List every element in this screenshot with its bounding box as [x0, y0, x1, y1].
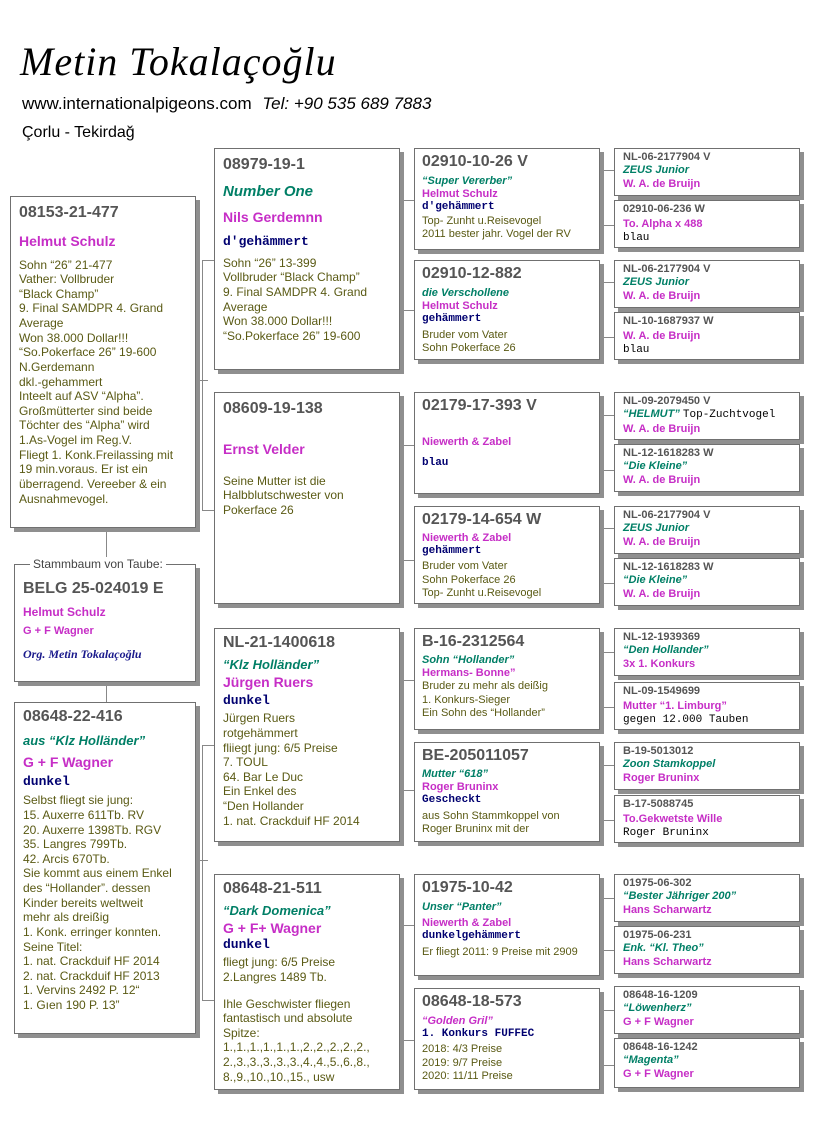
g4-name: “Löwenherz”	[623, 1002, 692, 1015]
g4-breeder: W. A. de Bruijn	[623, 177, 701, 190]
g4-card	[614, 926, 800, 974]
sire-sire-card	[214, 148, 400, 370]
g3-color: 1. Konkurs FUFFEC	[422, 1027, 535, 1040]
g4-name: Enk. “Kl. Theo”	[623, 942, 704, 955]
pedigree-caption: Stammbaum von Taube:	[30, 557, 166, 571]
g4-card	[614, 444, 800, 492]
g4-name: “Die Kleine”	[623, 460, 688, 473]
sire-sire-breeder: Nils Gerdemnn	[223, 208, 323, 225]
g3-ring: B-16-2312564	[422, 633, 525, 650]
g3-name: die Verschollene	[422, 286, 510, 299]
g4-note: gegen 12.000 Tauben	[623, 713, 749, 726]
g4-breeder: W. A. de Bruijn	[623, 330, 701, 343]
g3-info-line: Sohn Pokerface 26	[422, 342, 516, 355]
g4-breeder: W. A. de Bruijn	[623, 289, 701, 302]
sire-dam-breeder: Ernst Velder	[223, 440, 305, 457]
dam-color: dunkel	[23, 774, 70, 790]
g3-info-line: 2018: 4/3 Preise	[422, 1043, 503, 1056]
g4-card	[614, 1038, 800, 1088]
g4-name: “Den Hollander”	[623, 644, 709, 657]
g3-color: Gescheckt	[422, 794, 482, 807]
g3-name: Mutter “618”	[422, 767, 489, 780]
contact-line	[22, 94, 431, 114]
g4-ring: B-17-5088745	[623, 798, 694, 810]
g3-breeder: Niewerth & Zabel	[422, 435, 512, 448]
g3-info-line: Top- Zunht u.Reisevogel	[422, 587, 542, 600]
g3-breeder: Hermans- Bonne”	[422, 666, 516, 679]
page-title: Metin Tokalaçoğlu	[20, 39, 337, 84]
dam-dam-color: dunkel	[223, 937, 270, 953]
g4-ring: NL-06-2177904 V	[623, 263, 711, 275]
g4-card	[614, 260, 800, 308]
sire-dam-card	[214, 392, 400, 604]
dam-card	[14, 702, 196, 1034]
g4-breeder: To.Gekwetste Wille	[623, 813, 723, 826]
g4-card	[614, 148, 800, 196]
g3-ring: 02179-17-393 V	[422, 397, 537, 414]
g3-ring: 02910-10-26 V	[422, 153, 528, 170]
g4-ring: 01975-06-231	[623, 929, 692, 941]
g4-note: blau	[623, 343, 650, 356]
sire-sire-info: Sohn “26” 13-399 Vollbruder “Black Champ” 9. Final SAMDPR 4. Grand Average Won 38.000 Dollar!!! “So.Pokerface 26” 19-600	[223, 255, 368, 343]
g4-card	[614, 200, 800, 248]
g3-ring: 02910-12-882	[422, 265, 522, 282]
g4-ring: NL-06-2177904 V	[623, 151, 711, 163]
g3-breeder: Roger Bruninx	[422, 780, 499, 793]
g3-info-line: Top- Zunht u.Reisevogel	[422, 214, 542, 227]
g3-info-line: Bruder vom Vater	[422, 560, 508, 573]
dam-dam-info: fliegt jung: 6/5 Preise 2.Langres 1489 Tb. Ihle Geschwister fliegen fantastisch und absolute Spitze: 1.,1.,1.,1.,1.,1.,2.,2.,2.,2.,2., 2.,3.,3.,3.,3.,3.,4.,4.,5.,6.,8., 8.,9.,10.,10.,15., usw	[223, 955, 370, 1084]
g4-ring: 08648-16-1209	[623, 989, 698, 1001]
dam-breeder: G + F Wagner	[23, 754, 114, 771]
g4-card	[614, 312, 800, 360]
g4-ring: NL-10-1687937 W	[623, 315, 714, 327]
g4-breeder: W. A. de Bruijn	[623, 535, 701, 548]
g3-color: d'gehämmert	[422, 201, 495, 214]
g3-card	[414, 392, 600, 494]
signature: Org. Metin Tokalaçoğlu	[23, 646, 142, 661]
g3-color: gehämmert	[422, 544, 482, 557]
sire-ring: 08153-21-477	[19, 204, 119, 221]
g3-info-line: Bruder zu mehr als deißig	[422, 680, 548, 693]
sire-info: Sohn “26” 21-477 Vather: Vollbruder “Black Champ” 9. Final SAMDPR 4. Grand Average Won 38.000 Dollar!!! “So.Pokerface 26” 19-600 N.Gerdemann dkl.-gehammert Inteelt auf ASV “Alpha”. Großmütterter sind beide Töchter des “Alpha” wird 1.As-Vogel im Reg.V. Fliegt 1. Konk.Freilassing mit 19 min.voraus. Er ist ein überragend. Vereeber & ein Ausnahmevogel.	[19, 257, 174, 506]
g4-ring: NL-09-1549699	[623, 685, 701, 697]
subject-breeder: Helmut Schulz	[23, 604, 106, 619]
g3-ring: 02179-14-654 W	[422, 511, 542, 528]
g4-breeder: Roger Bruninx	[623, 771, 700, 784]
dam-sire-card	[214, 628, 400, 842]
g4-card	[614, 682, 800, 730]
dam-sire-info: Jürgen Ruers rotgehämmert fliiegt jung: 6/5 Preise 7. TOUL 64. Bar Le Duc Ein Enkel des “Den Hollander 1. nat. Crackduif HF 2014	[223, 711, 360, 828]
g3-ring: 01975-10-42	[422, 879, 513, 896]
g4-card	[614, 795, 800, 843]
g4-card	[614, 392, 800, 440]
sire-dam-info: Seine Mutter ist die Halbblutschwester von Pokerface 26	[223, 473, 344, 517]
g3-name: Sohn “Hollander”	[422, 653, 515, 666]
sire-sire-name: Number One	[223, 182, 314, 200]
dam-dam-name: “Dark Domenica”	[223, 902, 331, 918]
g3-color: gehämmert	[422, 313, 482, 326]
g3-info-line: Ein Sohn des “Hollander”	[422, 707, 545, 720]
sire-sire-color: d'gehämmert	[223, 233, 309, 249]
g4-name: “Bester Jähriger 200”	[623, 890, 737, 903]
g3-breeder: Helmut Schulz	[422, 187, 498, 200]
dam-dam-breeder: G + F+ Wagner	[223, 920, 322, 937]
g3-info-line: Er fliegt 2011: 9 Preise mit 2909	[422, 945, 578, 958]
g4-ring: 01975-06-302	[623, 877, 692, 889]
g3-breeder: Niewerth & Zabel	[422, 531, 512, 544]
g4-breeder: Hans Scharwartz	[623, 955, 712, 968]
g3-color: blau	[422, 456, 449, 469]
sire-dam-ring: 08609-19-138	[223, 400, 323, 417]
g4-card	[614, 628, 800, 676]
dam-dam-card	[214, 874, 400, 1090]
g4-breeder: G + F Wagner	[623, 1067, 694, 1080]
g3-ring: BE-205011057	[422, 747, 529, 764]
subject-ring: BELG 25-024019 E	[23, 580, 164, 597]
g3-name: “Golden Gril”	[422, 1014, 493, 1027]
dam-dam-ring: 08648-21-511	[223, 880, 322, 897]
g4-ring: NL-12-1618283 W	[623, 561, 714, 573]
sire-breeder: Helmut Schulz	[19, 232, 116, 249]
g3-info-line: 2020: 11/11 Preise	[422, 1070, 513, 1083]
g4-ring: B-19-5013012	[623, 745, 694, 757]
g4-ring: NL-06-2177904 V	[623, 509, 711, 521]
g4-name: ZEUS Junior	[623, 276, 690, 289]
g4-breeder: G + F Wagner	[623, 1015, 694, 1028]
g4-name: ZEUS Junior	[623, 164, 690, 177]
g3-name: Unser “Panter”	[422, 900, 502, 913]
phone-number: Tel: +90 535 689 7883	[262, 94, 432, 113]
g4-name: “Die Kleine”	[623, 574, 688, 587]
g3-info-line: 2011 bester jahr. Vogel der RV	[422, 228, 571, 241]
g3-ring: 08648-18-573	[422, 993, 522, 1010]
g3-breeder: Helmut Schulz	[422, 299, 498, 312]
g4-ring: NL-12-1618283 W	[623, 447, 714, 459]
g4-ring: 08648-16-1242	[623, 1041, 698, 1053]
dam-sire-color: dunkel	[223, 693, 270, 709]
subject-owner: G + F Wagner	[23, 625, 94, 638]
g4-card	[614, 986, 800, 1034]
g4-name: Zoon Stamkoppel	[623, 758, 716, 771]
g4-ring: NL-12-1939369	[623, 631, 701, 643]
g4-card	[614, 874, 800, 922]
sire-sire-ring: 08979-19-1	[223, 156, 305, 173]
dam-name: aus “Klz Holländer”	[23, 732, 146, 748]
subject-card	[14, 564, 196, 682]
g3-breeder: Niewerth & Zabel	[422, 916, 512, 929]
sire-card	[10, 196, 196, 528]
dam-sire-ring: NL-21-1400618	[223, 634, 336, 651]
website-link[interactable]: www.internationalpigeons.com	[22, 94, 252, 113]
g4-breeder: W. A. de Bruijn	[623, 473, 701, 486]
g4-name: “Magenta”	[623, 1054, 679, 1067]
g3-name: “Super Vererber”	[422, 174, 513, 187]
g3-card	[414, 988, 600, 1090]
dam-ring: 08648-22-416	[23, 708, 123, 725]
g4-card	[614, 742, 800, 790]
g3-card	[414, 742, 600, 842]
g4-note: Top-Zuchtvogel	[682, 409, 776, 422]
location: Çorlu - Tekirdağ	[22, 124, 135, 141]
g3-info-line: Sohn Pokerface 26	[422, 573, 516, 586]
g3-info-line: aus Sohn Stammkoppel von	[422, 809, 560, 822]
g4-breeder: W. A. de Bruijn	[623, 422, 701, 435]
g4-breeder: Hans Scharwartz	[623, 903, 712, 916]
g3-info-line: 2019: 9/7 Preise	[422, 1056, 503, 1069]
g4-breeder: To. Alpha x 488	[623, 218, 703, 231]
g3-info-line: 1. Konkurs-Sieger	[422, 693, 511, 706]
g3-card	[414, 628, 600, 730]
g3-card	[414, 260, 600, 360]
g4-ring: 02910-06-236 W	[623, 203, 705, 215]
g4-card	[614, 506, 800, 554]
g3-card	[414, 148, 600, 250]
dam-sire-breeder: Jürgen Ruers	[223, 674, 314, 691]
dam-sire-name: “Klz Holländer”	[223, 656, 320, 672]
dam-info: Selbst fliegt sie jung: 15. Auxerre 611Tb. RV 20. Auxerre 1398Tb. RGV 35. Langres 799Tb. 42. Arcis 670Tb. Sie kommt aus einem Enkel des “Hollander”. dessen Kinder bereits weltweit mehr als dreißig 1. Konk. erringer konnten. Seine Titel: 1. nat. Crackduif HF 2014 2. nat. Crackduif HF 2013 1. Vervins 2492 P. 12“ 1. Gıen 190 P. 13”	[23, 793, 172, 1013]
g3-card	[414, 506, 600, 604]
g4-card	[614, 558, 800, 606]
g4-breeder: 3x 1. Konkurs	[623, 657, 696, 670]
g4-ring: NL-09-2079450 V	[623, 395, 711, 407]
g4-breeder: W. A. de Bruijn	[623, 587, 701, 600]
g3-color: dunkelgehämmert	[422, 930, 522, 943]
g4-name: ZEUS Junior	[623, 522, 690, 535]
g3-info-line: Roger Bruninx mit der	[422, 823, 529, 836]
g3-info-line: Bruder vom Vater	[422, 328, 508, 341]
g4-note: blau	[623, 231, 650, 244]
g4-note: Roger Bruninx	[623, 826, 709, 839]
g4-breeder: Mutter “1. Limburg”	[623, 700, 727, 713]
g4-name: “HELMUT”	[623, 408, 680, 421]
g3-card	[414, 874, 600, 976]
